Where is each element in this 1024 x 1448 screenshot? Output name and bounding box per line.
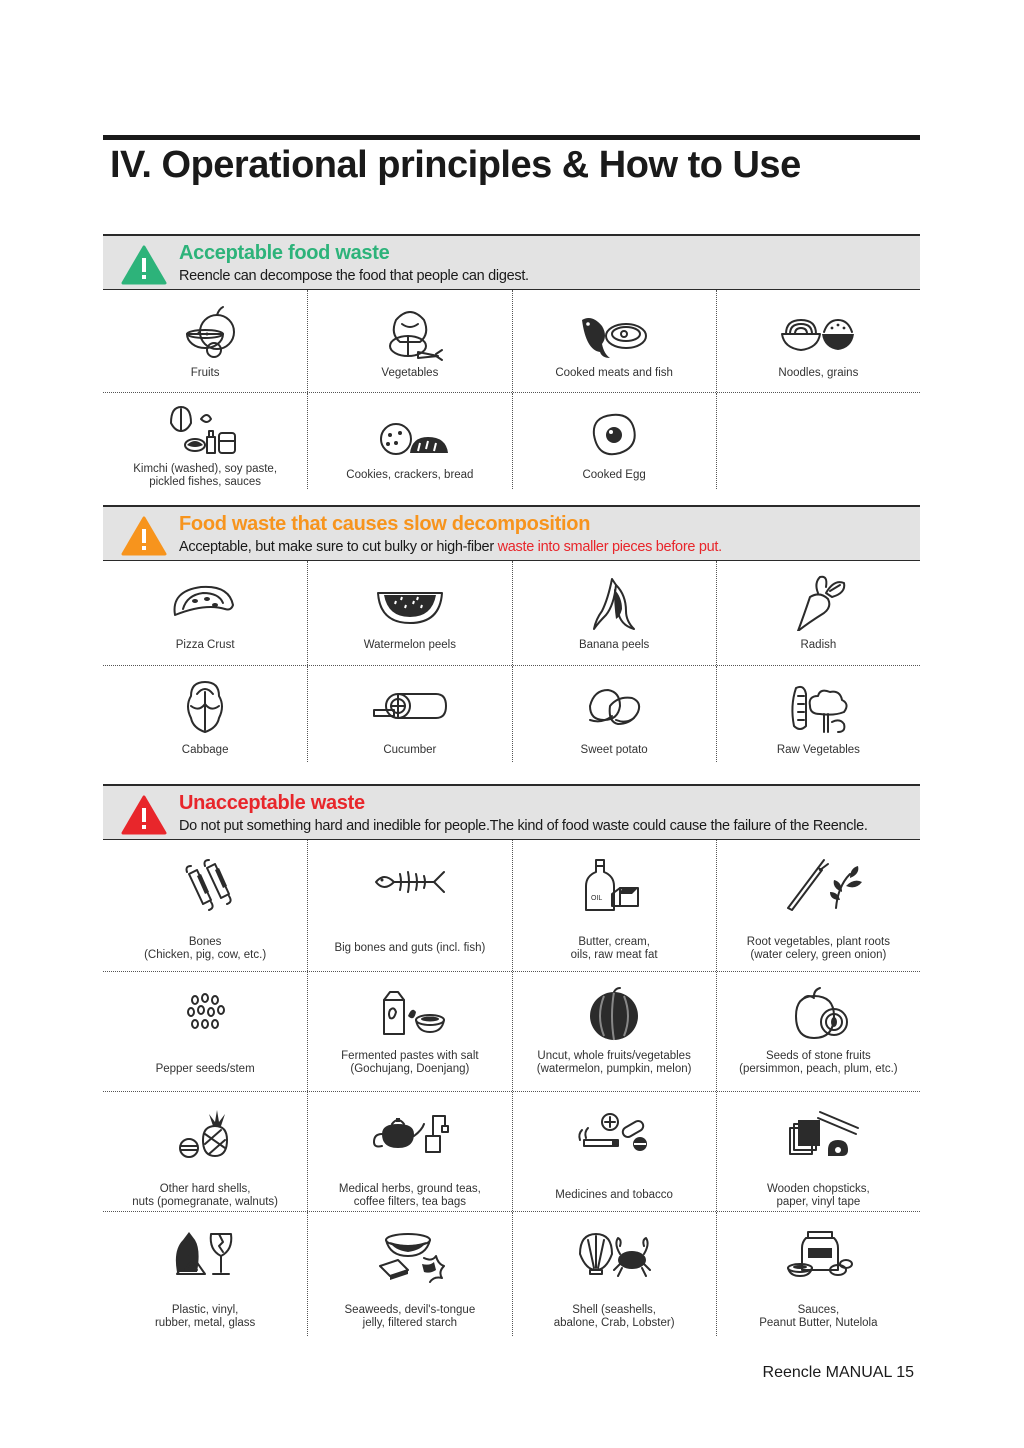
chopsticks-paper-icon (770, 1104, 866, 1164)
item-pepper-seeds (103, 972, 307, 1091)
item-label: Bones (Chicken, pig, cow, etc.) (144, 936, 267, 961)
green-warning-icon (121, 245, 167, 285)
item-cucumber (307, 666, 511, 762)
slow-header (103, 505, 920, 561)
slow-subtitle-plain: Acceptable, but make sure to cut bulky or high-fiber (179, 539, 498, 555)
pizza-crust-icon (157, 575, 253, 635)
item-seaweeds (307, 1212, 511, 1336)
fruits-icon (157, 304, 253, 364)
item-fermented-pastes (307, 972, 511, 1091)
item-watermelon-peels (307, 561, 511, 665)
unacceptable-row-3 (103, 1092, 920, 1212)
item-label: Watermelon peels (363, 639, 456, 651)
item-label: Butter, cream, oils, raw meat fat (570, 936, 658, 961)
item-shell (512, 1212, 716, 1336)
item-big-bones (307, 840, 511, 971)
item-label: Seeds of stone fruits (persimmon, peach, plum, etc.) (739, 1050, 898, 1075)
acceptable-row-1 (103, 290, 920, 393)
stone-fruit-icon (770, 986, 866, 1046)
teapot-teabag-icon (362, 1106, 458, 1166)
item-medical-herbs (307, 1092, 511, 1211)
item-bones (103, 840, 307, 971)
item-label: Cooked Egg (582, 469, 646, 481)
item-sweet-potato (512, 666, 716, 762)
item-label: Cabbage (181, 744, 229, 756)
fish-bone-icon (362, 858, 458, 918)
unacceptable-title: Unacceptable waste (179, 792, 365, 814)
item-cooked-meats-fish (512, 290, 716, 392)
radish-icon (770, 571, 866, 631)
item-stone-fruits (716, 972, 920, 1091)
item-label: Vegetables (381, 367, 439, 379)
whole-watermelon-icon (566, 986, 662, 1046)
watermelon-peel-icon (362, 575, 458, 635)
unacceptable-subtitle: Do not put something hard and inedible for people.The kind of food waste could cause the failure of the Reencle. (179, 818, 868, 834)
item-cooked-egg (512, 393, 716, 489)
item-label: Other hard shells, nuts (pomegranate, walnuts) (132, 1183, 278, 1208)
item-cabbage (103, 666, 307, 762)
seaweed-jelly-icon (362, 1226, 458, 1286)
slow-row-1 (103, 561, 920, 666)
slow-title: Food waste that causes slow decomposition (179, 513, 591, 535)
raw-vegetables-icon (770, 678, 866, 738)
item-label: Seaweeds, devil's-tongue jelly, filtered starch (344, 1304, 476, 1329)
item-label: Raw Vegetables (776, 744, 860, 756)
unacceptable-row-2 (103, 972, 920, 1092)
acceptable-subtitle: Reencle can decompose the food that people can digest. (179, 268, 529, 284)
item-cookies-bread (307, 393, 511, 489)
item-butter-oils (512, 840, 716, 971)
item-wooden-chopsticks (716, 1092, 920, 1211)
item-label: Wooden chopsticks, paper, vinyl tape (767, 1183, 870, 1208)
item-plant-roots (716, 840, 920, 971)
acceptable-header (103, 234, 920, 290)
hard-shells-icon (157, 1104, 253, 1164)
acceptable-title: Acceptable food waste (179, 242, 390, 264)
item-vegetables (307, 290, 511, 392)
item-label: Noodles, grains (778, 367, 859, 379)
item-label: Sweet potato (580, 744, 648, 756)
banana-peel-icon (566, 575, 662, 635)
cucumber-icon (362, 680, 458, 740)
item-label: Medical herbs, ground teas, coffee filters, tea bags (338, 1183, 481, 1208)
slow-subtitle-highlight: waste into smaller pieces before put. (497, 539, 722, 555)
page-footer: Reencle MANUAL 15 (762, 1364, 914, 1381)
item-whole-fruits (512, 972, 716, 1091)
item-label: Radish (800, 639, 837, 651)
item-radish (716, 561, 920, 665)
item-sauces (716, 1212, 920, 1336)
item-plastic-glass (103, 1212, 307, 1336)
item-fruits (103, 290, 307, 392)
cabbage-icon (157, 678, 253, 738)
pepper-seeds-icon (157, 988, 253, 1048)
medicine-tobacco-icon (566, 1106, 662, 1166)
item-label: Banana peels (578, 639, 650, 651)
item-label: Medicines and tobacco (555, 1189, 673, 1201)
page-title: IV. Operational principles & How to Use (110, 144, 801, 186)
meat-fish-icon (566, 304, 662, 364)
item-noodles-grains (716, 290, 920, 392)
item-label: Uncut, whole fruits/vegetables (watermelon, pumpkin, melon) (536, 1050, 692, 1075)
title-rule (103, 135, 920, 140)
orange-warning-icon (121, 516, 167, 556)
item-label: Shell (seashells, abalone, Crab, Lobster) (553, 1304, 675, 1329)
item-label: Pepper seeds/stem (155, 1063, 255, 1075)
item-raw-vegetables (716, 666, 920, 762)
item-label: Cooked meats and fish (555, 367, 673, 379)
noodles-grains-icon (770, 304, 866, 364)
item-pizza-crust (103, 561, 307, 665)
plant-roots-icon (770, 856, 866, 916)
item-label: Fruits (190, 367, 220, 379)
item-label: Kimchi (washed), soy paste, pickled fishes, sauces (133, 463, 278, 488)
oil-butter-icon (566, 856, 662, 916)
item-medicines-tobacco (512, 1092, 716, 1211)
cookies-bread-icon (362, 411, 458, 471)
sauces-jar-icon (770, 1224, 866, 1284)
red-warning-icon (121, 795, 167, 835)
bones-icon (157, 858, 253, 918)
empty-cell (716, 393, 920, 489)
acceptable-section (103, 234, 920, 489)
item-label: Big bones and guts (incl. fish) (334, 942, 486, 954)
shell-crab-icon (566, 1226, 662, 1286)
item-label: Plastic, vinyl, rubber, metal, glass (154, 1304, 256, 1329)
item-label: Cucumber (383, 744, 437, 756)
acceptable-row-2 (103, 393, 920, 489)
item-label: Pizza Crust (175, 639, 235, 651)
item-banana-peels (512, 561, 716, 665)
unacceptable-row-4 (103, 1212, 920, 1336)
slow-row-2 (103, 666, 920, 762)
item-label: Fermented pastes with salt (Gochujang, Doenjang) (341, 1050, 479, 1075)
item-label: Cookies, crackers, bread (346, 469, 474, 481)
fermented-paste-icon (362, 986, 458, 1046)
slow-section (103, 505, 920, 762)
item-hard-shells (103, 1092, 307, 1211)
slow-subtitle (179, 539, 722, 555)
sweet-potato-icon (566, 680, 662, 740)
unacceptable-row-1 (103, 840, 920, 972)
plastic-glass-icon (157, 1226, 253, 1286)
unacceptable-section (103, 784, 920, 1336)
vegetables-icon (362, 304, 458, 364)
svg-text:OIL: OIL (591, 895, 603, 902)
item-kimchi (103, 393, 307, 489)
item-label: Root vegetables, plant roots (water celery, green onion) (746, 936, 890, 961)
item-label: Sauces, Peanut Butter, Nutelola (759, 1304, 878, 1329)
unacceptable-header (103, 784, 920, 840)
kimchi-icon (157, 401, 253, 461)
egg-icon (566, 407, 662, 467)
